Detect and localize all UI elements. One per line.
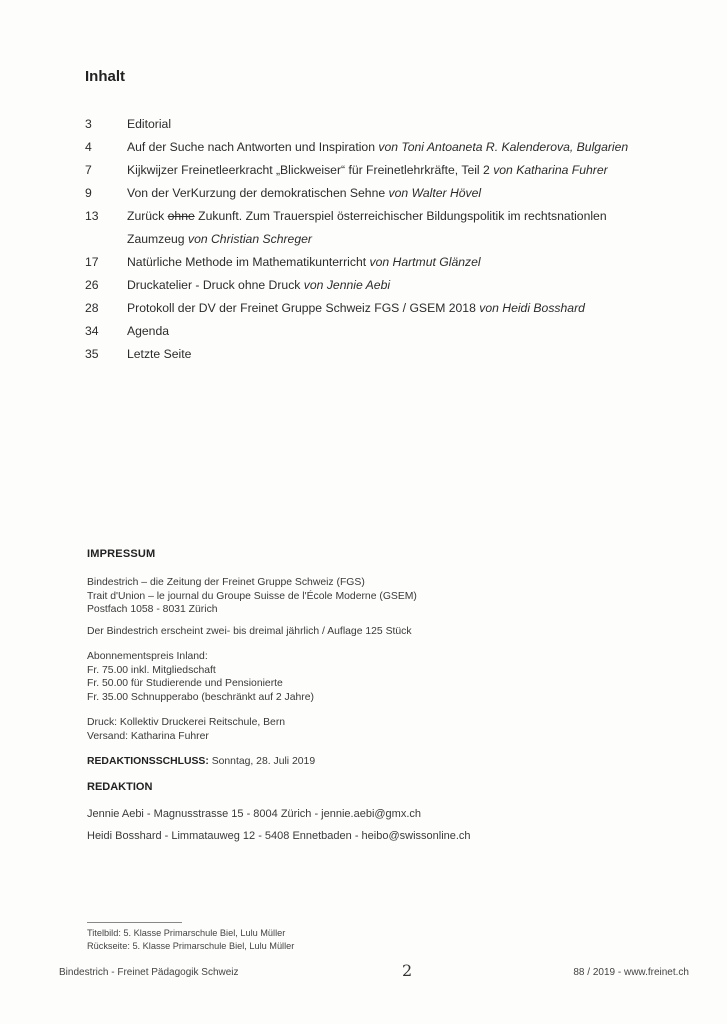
toc-entry xyxy=(85,343,695,366)
subscription-price: Fr. 35.00 Schnupperabo (beschränkt auf 2 Jahre) xyxy=(87,691,315,703)
back-credit: Rückseite: 5. Klasse Primarschule Biel, Lulu Müller xyxy=(87,940,295,951)
toc-page-number: 26 xyxy=(85,278,99,292)
publisher-line: Trait d'Union – le journal du Groupe Suisse de l'École Moderne (GSEM) xyxy=(87,590,417,602)
toc-entry-title: Protokoll der DV der Freinet Gruppe Schweiz FGS / GSEM 2018 xyxy=(127,301,480,315)
page-number: 2 xyxy=(402,961,413,980)
toc-page-number: 13 xyxy=(85,209,99,223)
deadline xyxy=(87,755,687,769)
table-of-contents xyxy=(85,113,695,366)
struck-word: ohne xyxy=(167,209,195,223)
image-credits xyxy=(87,927,294,952)
toc-entry-title: Kijkwijzer Freinetleerkracht „Blickweiser“ für Freinetlehrkräfte, Teil 2 xyxy=(127,163,494,177)
toc-entry-title-part: Zurück xyxy=(127,209,168,223)
toc-entry xyxy=(85,251,695,274)
impressum-heading: IMPRESSUM xyxy=(87,548,156,560)
toc-entry-title: Auf der Suche nach Antworten und Inspiration xyxy=(127,140,379,154)
toc-entry-author: von Katharina Fuhrer xyxy=(493,163,608,177)
toc-page-number: 9 xyxy=(85,186,92,200)
toc-entry-content xyxy=(127,182,695,205)
toc-entry-content xyxy=(127,159,695,182)
toc-entry xyxy=(85,297,695,320)
toc-entry-author: von Toni Antoaneta R. Kalenderova, Bulgarien xyxy=(378,140,629,154)
footer-publication: Bindestrich - Freinet Pädagogik Schweiz xyxy=(59,967,239,978)
toc-entry-title: Von der VerKurzung der demokratischen Sehne xyxy=(127,186,389,200)
toc-entry-author: von Walter Hövel xyxy=(388,186,482,200)
toc-entry-author: von Heidi Bosshard xyxy=(479,301,585,315)
toc-entry-title: Letzte Seite xyxy=(127,347,192,361)
deadline-value: Sonntag, 28. Juli 2019 xyxy=(208,756,316,767)
editor-contact: Jennie Aebi - Magnusstrasse 15 - 8004 Zürich - jennie.aebi@gmx.ch xyxy=(87,807,422,820)
toc-entry-title: Editorial xyxy=(127,117,172,131)
toc-entry-title-part: Zukunft. Zum Trauerspiel österreichischer Bildungspolitik im rechtsnationlen xyxy=(194,209,607,223)
toc-entry xyxy=(85,136,695,159)
toc-entry-title-line xyxy=(127,205,695,228)
toc-entry-author: von Jennie Aebi xyxy=(303,278,391,292)
print-info: Druck: Kollektiv Druckerei Reitschule, Bern xyxy=(87,717,286,728)
toc-page-number: 7 xyxy=(85,163,92,177)
shipping-info: Versand: Katharina Fuhrer xyxy=(87,730,209,742)
publisher-address: Postfach 1058 - 8031 Zürich xyxy=(87,604,218,615)
toc-entry-content xyxy=(127,205,695,251)
toc-page-number: 34 xyxy=(85,324,99,338)
toc-title: Inhalt xyxy=(85,68,125,85)
editor-contact: Heidi Bosshard - Limmatauweg 12 - 5408 Ennetbaden - heibo@swissonline.ch xyxy=(87,829,471,842)
toc-entry xyxy=(85,113,695,136)
toc-entry xyxy=(85,159,695,182)
toc-entry xyxy=(85,320,695,343)
frequency-note: Der Bindestrich erscheint zwei- bis dreimal jährlich / Auflage 125 Stück xyxy=(87,625,412,637)
subscription-price: Fr. 50.00 für Studierende und Pensionierte xyxy=(87,678,283,689)
redaktion-heading: REDAKTION xyxy=(87,780,153,793)
toc-entry-content xyxy=(127,251,695,274)
toc-entry-content xyxy=(127,274,695,297)
toc-page-number: 3 xyxy=(85,117,92,131)
toc-entry-content xyxy=(127,136,695,159)
toc-entry-author: von Hartmut Glänzel xyxy=(369,255,481,269)
toc-page-number: 4 xyxy=(85,140,92,154)
cover-credit: Titelbild: 5. Klasse Primarschule Biel, Lulu Müller xyxy=(87,928,286,938)
toc-entry xyxy=(85,274,695,297)
impressum xyxy=(87,548,687,847)
toc-entry-content xyxy=(127,297,695,320)
toc-page-number: 35 xyxy=(85,347,99,361)
toc-entry-title: Agenda xyxy=(127,324,170,338)
footnote-divider xyxy=(87,922,182,923)
publisher-line: Bindestrich – die Zeitung der Freinet Gruppe Schweiz (FGS) xyxy=(87,577,365,588)
toc-entry-author: von Christian Schreger xyxy=(187,232,312,246)
toc-entry xyxy=(85,182,695,205)
footer-issue: 88 / 2019 - www.freinet.ch xyxy=(573,967,689,978)
toc-entry-title-part: Zaumzeug xyxy=(127,232,188,246)
toc-entry-title: Druckatelier - Druck ohne Druck xyxy=(127,278,304,292)
toc-page-number: 28 xyxy=(85,301,99,315)
deadline-label: REDAKTIONSSCHLUSS: xyxy=(87,756,209,767)
subscription-heading: Abonnementspreis Inland: xyxy=(87,651,208,662)
toc-entry-title-line xyxy=(127,228,695,251)
toc-entry-title: Natürliche Methode im Mathematikunterricht xyxy=(127,255,370,269)
toc-entry xyxy=(85,205,695,251)
toc-page-number: 17 xyxy=(85,255,99,269)
subscription-price: Fr. 75.00 inkl. Mitgliedschaft xyxy=(87,664,216,676)
